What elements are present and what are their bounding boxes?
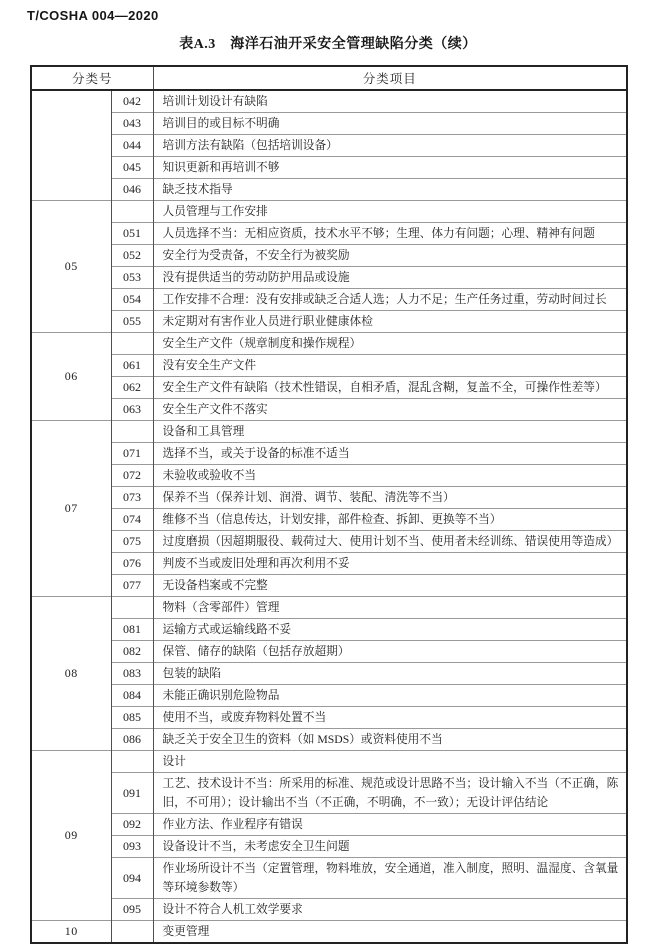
item-text-cell: 变更管理	[153, 921, 627, 944]
item-code-cell: 075	[111, 531, 153, 553]
item-text-cell: 无设备档案或不完整	[153, 575, 627, 597]
table-row	[31, 421, 627, 443]
classification-table	[30, 65, 628, 944]
item-code-cell: 055	[111, 311, 153, 333]
item-text-cell: 未验收或验收不当	[153, 465, 627, 487]
item-code-cell: 084	[111, 685, 153, 707]
group-code-cell: 09	[31, 751, 111, 921]
table-row	[31, 201, 627, 223]
item-code-cell: 073	[111, 487, 153, 509]
group-code-cell: 10	[31, 921, 111, 944]
table-row	[31, 619, 627, 641]
item-code-cell	[111, 421, 153, 443]
item-code-cell: 042	[111, 90, 153, 113]
item-text-cell: 判废不当或废旧处理和再次利用不妥	[153, 553, 627, 575]
table-row	[31, 707, 627, 729]
table-row	[31, 575, 627, 597]
item-text-cell: 培训计划设计有缺陷	[153, 90, 627, 113]
table-row	[31, 267, 627, 289]
table-row	[31, 773, 627, 814]
item-code-cell: 091	[111, 773, 153, 814]
item-text-cell: 没有安全生产文件	[153, 355, 627, 377]
item-text-cell: 设备设计不当，未考虑安全卫生问题	[153, 836, 627, 858]
item-text-cell: 缺乏技术指导	[153, 179, 627, 201]
item-code-cell	[111, 751, 153, 773]
item-text-cell: 保养不当（保养计划、润滑、调节、装配、清洗等不当）	[153, 487, 627, 509]
item-text-cell: 维修不当（信息传达，计划安排，部件检查、拆卸、更换等不当）	[153, 509, 627, 531]
item-text-cell: 未定期对有害作业人员进行职业健康体检	[153, 311, 627, 333]
item-code-cell	[111, 333, 153, 355]
table-row	[31, 921, 627, 944]
item-code-cell: 061	[111, 355, 153, 377]
table-row	[31, 836, 627, 858]
table-row	[31, 90, 627, 113]
table-row	[31, 899, 627, 921]
item-text-cell: 安全生产文件有缺陷（技术性错误，自相矛盾，混乱含糊，复盖不全，可操作性差等）	[153, 377, 627, 399]
table-row	[31, 509, 627, 531]
group-code-cell: 08	[31, 597, 111, 751]
item-text-cell: 人员选择不当：无相应资质，技术水平不够；生理、体力有问题；心理、精神有问题	[153, 223, 627, 245]
table-row	[31, 663, 627, 685]
table-row	[31, 531, 627, 553]
table-row	[31, 135, 627, 157]
item-text-cell: 安全行为受责备，不安全行为被奖励	[153, 245, 627, 267]
table-row	[31, 223, 627, 245]
table-row	[31, 157, 627, 179]
table-row	[31, 377, 627, 399]
group-code-cell: 07	[31, 421, 111, 597]
item-text-cell: 作业场所设计不当（定置管理，物料堆放，安全通道，准入制度，照明、温湿度、含氧量等环境参数等）	[153, 858, 627, 899]
item-code-cell: 095	[111, 899, 153, 921]
item-code-cell: 051	[111, 223, 153, 245]
item-text-cell: 安全生产文件不落实	[153, 399, 627, 421]
table-row	[31, 641, 627, 663]
table-header-row	[31, 66, 627, 90]
item-text-cell: 人员管理与工作安排	[153, 201, 627, 223]
item-text-cell: 未能正确识别危险物品	[153, 685, 627, 707]
table-row	[31, 311, 627, 333]
item-text-cell: 没有提供适当的劳动防护用品或设施	[153, 267, 627, 289]
item-code-cell: 043	[111, 113, 153, 135]
item-text-cell: 缺乏关于安全卫生的资料（如 MSDS）或资料使用不当	[153, 729, 627, 751]
table-row	[31, 858, 627, 899]
item-code-cell: 052	[111, 245, 153, 267]
table-row	[31, 399, 627, 421]
table-row	[31, 113, 627, 135]
table-row	[31, 729, 627, 751]
table-row	[31, 597, 627, 619]
item-text-cell: 设计不符合人机工效学要求	[153, 899, 627, 921]
item-code-cell: 072	[111, 465, 153, 487]
group-code-cell	[31, 90, 111, 201]
item-code-cell: 076	[111, 553, 153, 575]
item-code-cell: 062	[111, 377, 153, 399]
item-text-cell: 工艺、技术设计不当：所采用的标准、规范或设计思路不当；设计输入不当（不正确，陈旧，不可用）；设计输出不当（不正确，不明确，不一致）；无设计评估结论	[153, 773, 627, 814]
item-code-cell: 081	[111, 619, 153, 641]
item-text-cell: 安全生产文件（规章制度和操作规程）	[153, 333, 627, 355]
header-classification-item: 分类项目	[153, 66, 627, 90]
item-text-cell: 工作安排不合理：没有安排或缺乏合适人选；人力不足；生产任务过重，劳动时间过长	[153, 289, 627, 311]
item-code-cell: 054	[111, 289, 153, 311]
item-code-cell: 094	[111, 858, 153, 899]
item-code-cell	[111, 921, 153, 944]
item-code-cell: 077	[111, 575, 153, 597]
group-code-cell: 05	[31, 201, 111, 333]
item-code-cell: 074	[111, 509, 153, 531]
table-row	[31, 245, 627, 267]
item-text-cell: 作业方法、作业程序有错误	[153, 814, 627, 836]
header-classification-number: 分类号	[31, 66, 153, 90]
item-text-cell: 培训目的或目标不明确	[153, 113, 627, 135]
table-row	[31, 487, 627, 509]
item-code-cell: 045	[111, 157, 153, 179]
item-code-cell	[111, 597, 153, 619]
table-row	[31, 685, 627, 707]
item-code-cell: 083	[111, 663, 153, 685]
item-code-cell: 082	[111, 641, 153, 663]
table-row	[31, 179, 627, 201]
item-code-cell: 044	[111, 135, 153, 157]
item-text-cell: 运输方式或运输线路不妥	[153, 619, 627, 641]
table-row	[31, 289, 627, 311]
item-code-cell	[111, 201, 153, 223]
classification-table-body	[31, 90, 627, 943]
item-code-cell: 053	[111, 267, 153, 289]
item-text-cell: 过度磨损（因超期服役、载荷过大、使用计划不当、使用者未经训练、错误使用等造成）	[153, 531, 627, 553]
item-code-cell: 093	[111, 836, 153, 858]
table-row	[31, 333, 627, 355]
item-code-cell: 085	[111, 707, 153, 729]
item-code-cell: 086	[111, 729, 153, 751]
item-code-cell: 071	[111, 443, 153, 465]
item-text-cell: 设计	[153, 751, 627, 773]
table-row	[31, 355, 627, 377]
item-text-cell: 使用不当，或废弃物料处置不当	[153, 707, 627, 729]
table-row	[31, 465, 627, 487]
page-title: 表A.3 海洋石油开采安全管理缺陷分类（续）	[179, 37, 477, 52]
table-row	[31, 553, 627, 575]
table-row	[31, 443, 627, 465]
item-text-cell: 选择不当，或关于设备的标准不适当	[153, 443, 627, 465]
item-text-cell: 培训方法有缺陷（包括培训设备）	[153, 135, 627, 157]
item-code-cell: 092	[111, 814, 153, 836]
item-text-cell: 知识更新和再培训不够	[153, 157, 627, 179]
item-text-cell: 保管、储存的缺陷（包括存放超期）	[153, 641, 627, 663]
item-text-cell: 包装的缺陷	[153, 663, 627, 685]
item-code-cell: 063	[111, 399, 153, 421]
item-text-cell: 物料（含零部件）管理	[153, 597, 627, 619]
doc-number: T/COSHA 004—2020	[27, 8, 159, 23]
group-code-cell: 06	[31, 333, 111, 421]
table-row	[31, 814, 627, 836]
item-code-cell: 046	[111, 179, 153, 201]
item-text-cell: 设备和工具管理	[153, 421, 627, 443]
table-row	[31, 751, 627, 773]
table-header	[31, 66, 627, 90]
